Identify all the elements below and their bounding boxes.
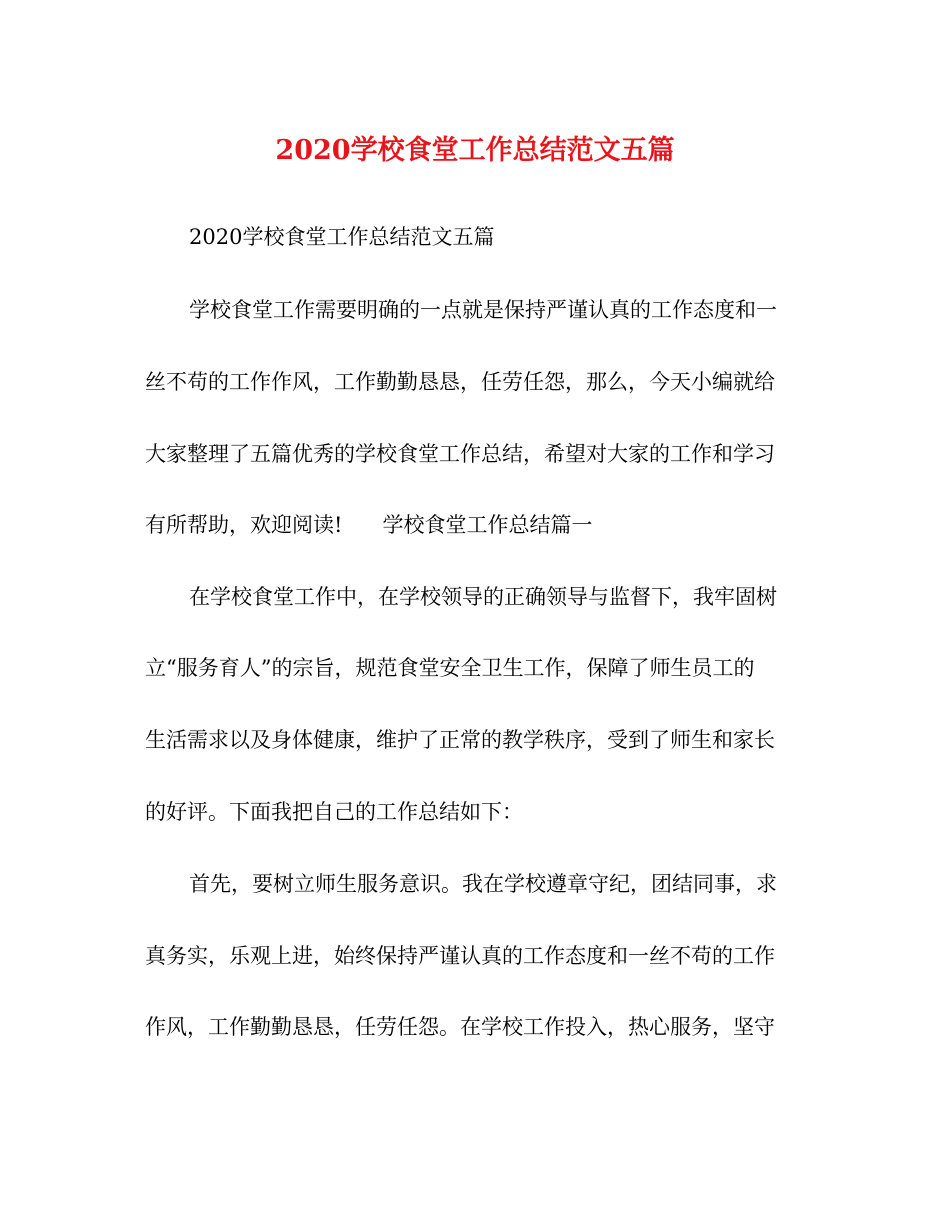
section-heading-1: 学校食堂工作总结篇一 (382, 513, 593, 537)
paragraph-line: 立“服务育人”的宗旨，规范食堂安全卫生工作，保障了师生员工的 (145, 656, 755, 680)
paragraph-line (0, 510, 950, 540)
paragraph-line-text: 有所帮助，欢迎阅读! (145, 513, 343, 537)
paragraph-line: 首先，要树立师生服务意识。我在学校遵章守纪，团结同事，求 (189, 872, 777, 896)
paragraph-line: 真务实，乐观上进，始终保持严谨认真的工作态度和一丝不苟的工作 (145, 944, 775, 968)
paragraph-line: 在学校食堂工作中，在学校领导的正确领导与监督下，我牢固树 (189, 585, 777, 609)
paragraph-line: 大家整理了五篇优秀的学校食堂工作总结，希望对大家的工作和学习 (145, 442, 775, 466)
paragraph-line: 的好评。下面我把自己的工作总结如下： (145, 800, 523, 824)
paragraph-line: 生活需求以及身体健康，维护了正常的教学秩序，受到了师生和家长 (145, 728, 775, 752)
paragraph-line: 学校食堂工作需要明确的一点就是保持严谨认真的工作态度和一 (189, 298, 777, 322)
paragraph-line: 丝不苟的工作作风，工作勤勤恳恳，任劳任怨，那么，今天小编就给 (145, 370, 775, 394)
subtitle-line: 2020学校食堂工作总结范文五篇 (189, 225, 495, 249)
paragraph-line: 作风，工作勤勤恳恳，任劳任怨。在学校工作投入，热心服务，坚守 (145, 1015, 775, 1039)
document-title: 2020学校食堂工作总结范文五篇 (275, 135, 675, 166)
